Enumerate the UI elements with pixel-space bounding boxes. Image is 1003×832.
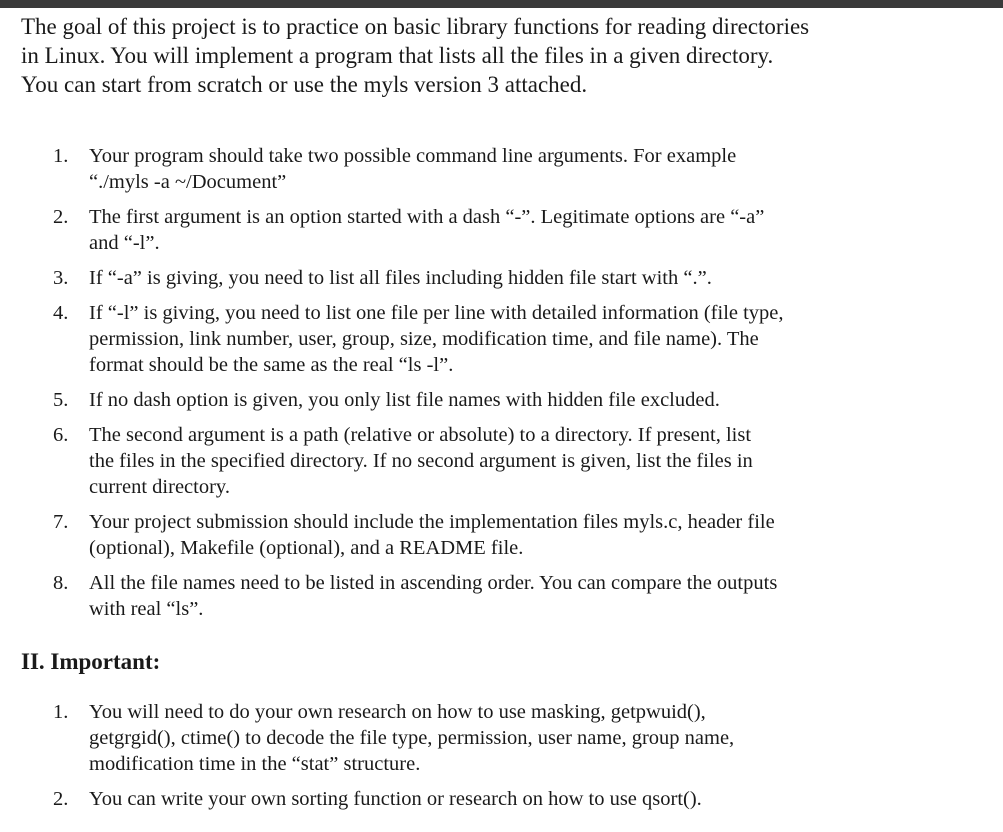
list-item — [0, 699, 1003, 777]
item-line: getgrgid(), ctime() to decode the file type, permission, user name, group name, — [89, 727, 735, 749]
item-line: permission, link number, user, group, size, modification time, and file name). The — [89, 328, 759, 350]
item-number: 1. — [53, 145, 69, 167]
item-line: with real “ls”. — [89, 598, 204, 620]
important-list — [0, 699, 1003, 821]
item-number: 8. — [53, 572, 69, 594]
item-line: If “-l” is giving, you need to list one file per line with detailed information (file type, — [89, 302, 784, 324]
item-line: current directory. — [89, 476, 230, 498]
item-line: and “-l”. — [89, 232, 160, 254]
list-item — [0, 786, 1003, 812]
list-item — [0, 422, 1003, 500]
item-line: (optional), Makefile (optional), and a README file. — [89, 537, 524, 559]
item-number: 1. — [53, 701, 69, 723]
item-number: 6. — [53, 424, 69, 446]
list-item — [0, 143, 1003, 195]
item-line: The second argument is a path (relative or absolute) to a directory. If present, list — [89, 424, 752, 446]
item-number: 2. — [53, 788, 69, 810]
item-line: the files in the specified directory. If no second argument is given, list the files in — [89, 450, 753, 472]
item-line: modification time in the “stat” structure. — [89, 753, 421, 775]
item-line: The first argument is an option started with a dash “-”. Legitimate options are “-a” — [89, 206, 765, 228]
list-item — [0, 509, 1003, 561]
list-item — [0, 204, 1003, 256]
list-item — [0, 570, 1003, 622]
item-number: 2. — [53, 206, 69, 228]
intro-paragraph — [21, 12, 981, 99]
top-border — [0, 0, 1003, 8]
item-line: If “-a” is giving, you need to list all files including hidden file start with “.”. — [89, 267, 712, 289]
item-line: Your program should take two possible command line arguments. For example — [89, 145, 737, 167]
item-number: 3. — [53, 267, 69, 289]
intro-line: in Linux. You will implement a program that lists all the files in a given directory. — [21, 43, 774, 68]
item-line: You will need to do your own research on how to use masking, getpwuid(), — [89, 701, 706, 723]
list-item — [0, 265, 1003, 291]
section-heading-important: II. Important: — [21, 649, 161, 674]
item-line: Your project submission should include the implementation files myls.c, header file — [89, 511, 775, 533]
item-line: If no dash option is given, you only list file names with hidden file excluded. — [89, 389, 720, 411]
intro-line: You can start from scratch or use the myls version 3 attached. — [21, 72, 588, 97]
list-item — [0, 300, 1003, 378]
item-number: 7. — [53, 511, 69, 533]
item-number: 5. — [53, 389, 69, 411]
item-line: You can write your own sorting function or research on how to use qsort(). — [89, 788, 702, 810]
list-item — [0, 387, 1003, 413]
intro-line: The goal of this project is to practice on basic library functions for reading directories — [21, 14, 810, 39]
item-number: 4. — [53, 302, 69, 324]
requirements-list — [0, 143, 1003, 631]
item-line: format should be the same as the real “ls -l”. — [89, 354, 454, 376]
item-line: All the file names need to be listed in ascending order. You can compare the outputs — [89, 572, 778, 594]
item-line: “./myls -a ~/Document” — [89, 171, 287, 193]
